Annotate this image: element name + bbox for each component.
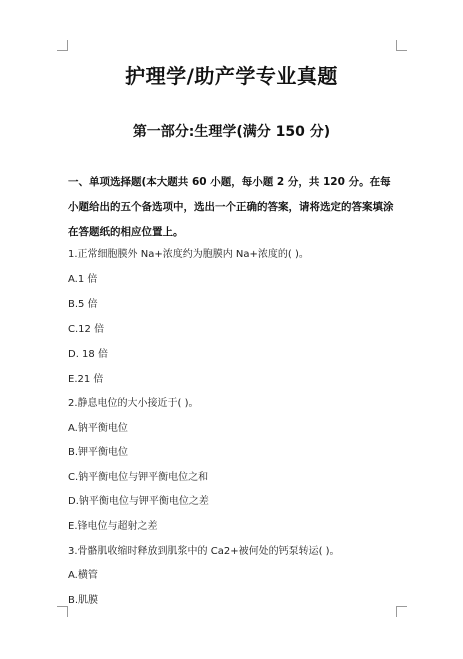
question-1-option-c: C.12 倍 bbox=[68, 324, 105, 335]
question-1-option-b: B.5 倍 bbox=[68, 299, 98, 310]
document-title: 护理学/助产学专业真题 bbox=[125, 64, 338, 88]
section-subtitle: 第一部分:生理学(满分 150 分) bbox=[132, 124, 331, 140]
question-3-stem: 3.骨骼肌收缩时释放到肌浆中的 Ca2+被何处的钙泵转运( )。 bbox=[68, 546, 340, 557]
question-1-option-a: A.1 倍 bbox=[68, 274, 98, 285]
question-1-option-d: D. 18 倍 bbox=[68, 349, 108, 360]
corner-mark-bottom-right bbox=[396, 606, 407, 617]
question-2-option-e: E.锋电位与超射之差 bbox=[68, 521, 158, 532]
corner-mark-top-left bbox=[57, 40, 68, 51]
question-1-option-e: E.21 倍 bbox=[68, 374, 104, 385]
question-2-stem: 2.静息电位的大小接近于( )。 bbox=[68, 398, 199, 409]
question-3-option-a: A.横管 bbox=[68, 570, 98, 581]
question-2-option-d: D.钠平衡电位与钾平衡电位之差 bbox=[68, 496, 209, 507]
question-1-stem: 1.正常细胞膜外 Na+浓度约为胞膜内 Na+浓度的( )。 bbox=[68, 249, 309, 260]
corner-mark-bottom-left bbox=[57, 606, 68, 617]
question-3-option-b: B.肌膜 bbox=[68, 595, 99, 606]
section-instructions: 一、单项选择题(本大题共 60 小题，每小题 2 分，共 120 分。在每小题给出的五个备选项中，选出一个正确的答案，请将选定的答案填涂在答题纸的相应位置上。 bbox=[68, 176, 394, 238]
question-2-option-a: A.钠平衡电位 bbox=[68, 423, 128, 434]
question-2-option-c: C.钠平衡电位与钾平衡电位之和 bbox=[68, 472, 209, 483]
question-2-option-b: B.钾平衡电位 bbox=[68, 447, 129, 458]
corner-mark-top-right bbox=[396, 40, 407, 51]
